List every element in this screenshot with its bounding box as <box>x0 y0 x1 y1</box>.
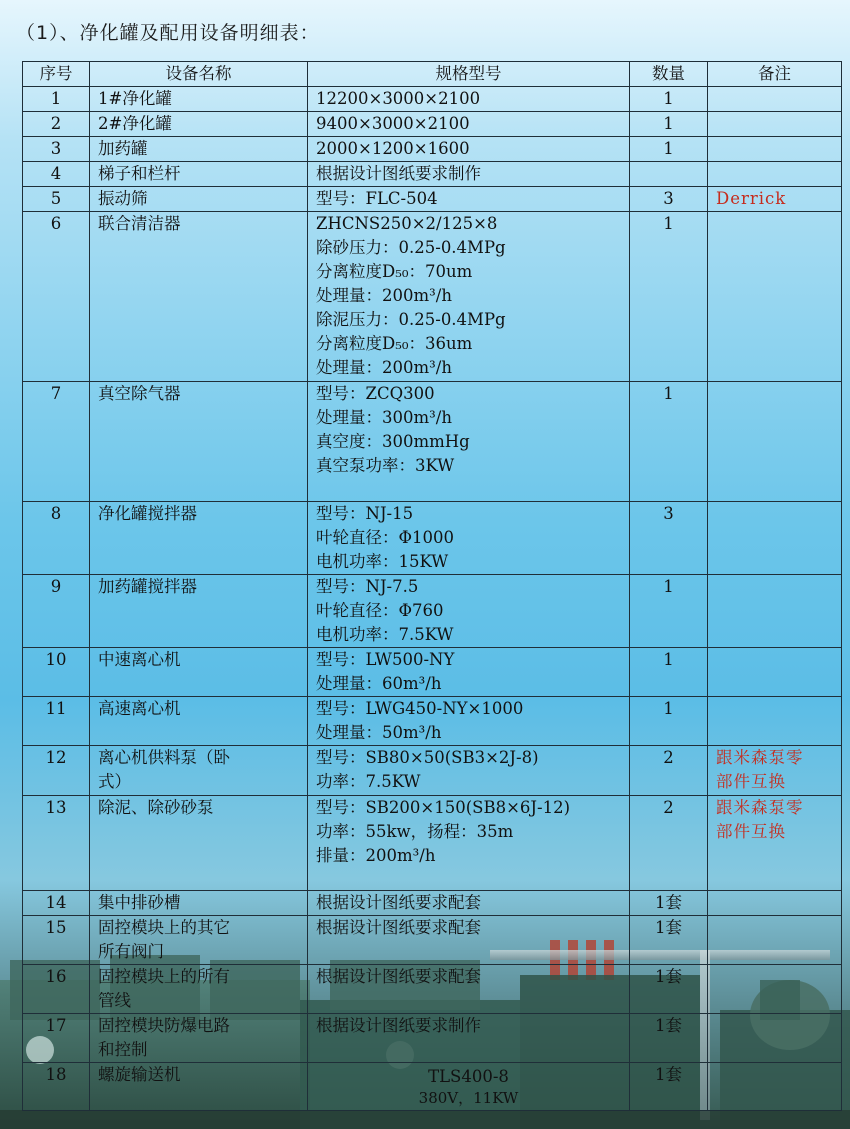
equipment-spec-line: 分离粒度D₅₀：36um <box>316 334 473 353</box>
header-note: 备注 <box>708 62 842 87</box>
equipment-note <box>708 965 842 1014</box>
equipment-name-line: 式） <box>98 772 131 791</box>
equipment-name-line: 中速离心机 <box>98 650 181 669</box>
equipment-quantity: 1 <box>630 212 708 382</box>
equipment-name-line: 1#净化罐 <box>98 89 172 108</box>
equipment-spec-line: 型号：SB200×150(SB8×6J-12) <box>316 798 571 817</box>
equipment-spec-line: 型号：NJ-7.5 <box>316 577 419 596</box>
equipment-spec <box>308 502 630 575</box>
equipment-quantity <box>630 162 708 187</box>
equipment-note <box>708 137 842 162</box>
table-row <box>23 575 842 648</box>
equipment-note-line: 部件互换 <box>716 772 786 791</box>
equipment-spec-line: 处理量：200m³/h <box>316 358 452 377</box>
equipment-quantity: 2 <box>630 746 708 796</box>
equipment-note <box>708 382 842 502</box>
table-row <box>23 1014 842 1063</box>
row-number: 5 <box>23 187 90 212</box>
equipment-spec-line: 叶轮直径：Φ760 <box>316 601 444 620</box>
equipment-spec-line: TLS400-8 <box>428 1067 509 1086</box>
equipment-name-line: 固控模块防爆电路 <box>98 1016 230 1035</box>
equipment-spec-line: 功率：55kw，扬程：35m <box>316 822 514 841</box>
table-row <box>23 697 842 746</box>
equipment-note <box>708 1014 842 1063</box>
equipment-name-line: 和控制 <box>98 1040 148 1059</box>
equipment-name <box>90 87 308 112</box>
header-spec: 规格型号 <box>308 62 630 87</box>
equipment-note <box>708 162 842 187</box>
equipment-name <box>90 1014 308 1063</box>
equipment-spec-line: 型号：SB80×50(SB3×2J-8) <box>316 748 539 767</box>
row-number: 15 <box>23 916 90 965</box>
equipment-spec <box>308 891 630 916</box>
equipment-name <box>90 137 308 162</box>
equipment-quantity: 1 <box>630 648 708 697</box>
row-number: 14 <box>23 891 90 916</box>
equipment-spec-line: 根据设计图纸要求制作 <box>316 164 481 183</box>
equipment-note <box>708 796 842 891</box>
equipment-quantity: 1套 <box>630 1014 708 1063</box>
equipment-name-line: 离心机供料泵（卧 <box>98 748 230 767</box>
equipment-spec <box>308 87 630 112</box>
equipment-note-line: 部件互换 <box>716 822 786 841</box>
equipment-note-line: 跟米森泵零 <box>716 748 804 767</box>
equipment-note-line: 跟米森泵零 <box>716 798 804 817</box>
row-number: 11 <box>23 697 90 746</box>
row-number: 16 <box>23 965 90 1014</box>
table-row <box>23 502 842 575</box>
equipment-note <box>708 212 842 382</box>
equipment-note <box>708 575 842 648</box>
header-no: 序号 <box>23 62 90 87</box>
equipment-note <box>708 746 842 796</box>
equipment-quantity: 1 <box>630 382 708 502</box>
equipment-spec <box>308 575 630 648</box>
equipment-name <box>90 162 308 187</box>
equipment-quantity: 1套 <box>630 1063 708 1111</box>
equipment-name <box>90 965 308 1014</box>
row-number: 2 <box>23 112 90 137</box>
equipment-spec-line: 功率：7.5KW <box>316 772 421 791</box>
equipment-quantity: 1套 <box>630 891 708 916</box>
equipment-spec-line: 根据设计图纸要求配套 <box>316 967 481 986</box>
equipment-note <box>708 916 842 965</box>
equipment-name <box>90 382 308 502</box>
equipment-name <box>90 502 308 575</box>
row-number: 4 <box>23 162 90 187</box>
equipment-name-line: 梯子和栏杆 <box>98 164 181 183</box>
equipment-spec-line: 电机功率：15KW <box>316 552 449 571</box>
row-number: 1 <box>23 87 90 112</box>
equipment-spec <box>308 382 630 502</box>
row-number: 13 <box>23 796 90 891</box>
equipment-spec-line: 除泥压力：0.25-0.4MPg <box>316 310 506 329</box>
equipment-name-line: 管线 <box>98 991 131 1010</box>
equipment-name-line: 固控模块上的所有 <box>98 967 230 986</box>
equipment-quantity: 1套 <box>630 965 708 1014</box>
equipment-name <box>90 1063 308 1111</box>
equipment-name <box>90 187 308 212</box>
equipment-name-line: 加药罐 <box>98 139 148 158</box>
equipment-name-line: 所有阀门 <box>98 942 164 961</box>
equipment-spec <box>308 1014 630 1063</box>
row-number: 10 <box>23 648 90 697</box>
row-number: 3 <box>23 137 90 162</box>
equipment-spec-line: 380V，11KW <box>418 1089 519 1107</box>
equipment-spec-line: 真空度：300mmHg <box>316 432 470 451</box>
header-qty: 数量 <box>630 62 708 87</box>
equipment-spec-line: 电机功率：7.5KW <box>316 625 454 644</box>
equipment-name <box>90 212 308 382</box>
table-row <box>23 965 842 1014</box>
equipment-name <box>90 891 308 916</box>
equipment-note <box>708 1063 842 1111</box>
equipment-name-line: 加药罐搅拌器 <box>98 577 197 596</box>
equipment-spec <box>308 916 630 965</box>
equipment-spec-line: 2000×1200×1600 <box>316 139 470 158</box>
equipment-spec <box>308 112 630 137</box>
equipment-note-line: Derrick <box>716 189 787 208</box>
equipment-spec-line: 根据设计图纸要求制作 <box>316 1016 481 1035</box>
row-number: 7 <box>23 382 90 502</box>
equipment-spec-line: 处理量：60m³/h <box>316 674 442 693</box>
row-number: 9 <box>23 575 90 648</box>
equipment-spec-line: 处理量：300m³/h <box>316 408 452 427</box>
page-title: （1）、净化罐及配用设备明细表： <box>16 22 320 44</box>
equipment-spec-line: 型号：LWG450-NY×1000 <box>316 699 524 718</box>
equipment-spec-line: 型号：LW500-NY <box>316 650 455 669</box>
equipment-name-line: 高速离心机 <box>98 699 181 718</box>
equipment-quantity: 3 <box>630 187 708 212</box>
row-number: 6 <box>23 212 90 382</box>
equipment-name-line: 真空除气器 <box>98 384 181 403</box>
equipment-name <box>90 112 308 137</box>
equipment-name <box>90 697 308 746</box>
equipment-name-line: 固控模块上的其它 <box>98 918 230 937</box>
equipment-note <box>708 502 842 575</box>
equipment-spec-line: 型号：NJ-15 <box>316 504 414 523</box>
equipment-spec <box>308 965 630 1014</box>
equipment-spec-line: 处理量：200m³/h <box>316 286 452 305</box>
equipment-name-line: 除泥、除砂砂泵 <box>98 798 214 817</box>
equipment-name <box>90 746 308 796</box>
equipment-spec-line: 12200×3000×2100 <box>316 89 481 108</box>
table-row <box>23 891 842 916</box>
equipment-name <box>90 575 308 648</box>
table-row <box>23 87 842 112</box>
equipment-note <box>708 697 842 746</box>
equipment-spec-line: 型号：ZCQ300 <box>316 384 435 403</box>
equipment-spec <box>308 212 630 382</box>
equipment-name <box>90 916 308 965</box>
table-row <box>23 162 842 187</box>
equipment-spec-line: 除砂压力：0.25-0.4MPg <box>316 238 506 257</box>
equipment-spec <box>308 1063 630 1111</box>
equipment-note <box>708 87 842 112</box>
equipment-note <box>708 112 842 137</box>
equipment-name <box>90 648 308 697</box>
equipment-table <box>22 61 842 1111</box>
equipment-spec-line: 型号：FLC-504 <box>316 189 438 208</box>
equipment-quantity: 1套 <box>630 916 708 965</box>
equipment-note <box>708 891 842 916</box>
equipment-name-line: 螺旋输送机 <box>98 1065 181 1084</box>
equipment-name-line: 净化罐搅拌器 <box>98 504 197 523</box>
equipment-spec-line: 根据设计图纸要求配套 <box>316 918 481 937</box>
equipment-spec <box>308 796 630 891</box>
equipment-name-line: 2#净化罐 <box>98 114 172 133</box>
header-name: 设备名称 <box>90 62 308 87</box>
equipment-quantity: 2 <box>630 796 708 891</box>
table-row <box>23 112 842 137</box>
equipment-quantity: 1 <box>630 575 708 648</box>
row-number: 12 <box>23 746 90 796</box>
equipment-spec-line: 9400×3000×2100 <box>316 114 470 133</box>
equipment-note <box>708 648 842 697</box>
equipment-quantity: 1 <box>630 697 708 746</box>
table-row <box>23 796 842 891</box>
table-row <box>23 648 842 697</box>
equipment-spec <box>308 746 630 796</box>
equipment-spec-line: 真空泵功率：3KW <box>316 456 455 475</box>
equipment-spec <box>308 648 630 697</box>
equipment-spec-line: 根据设计图纸要求配套 <box>316 893 481 912</box>
equipment-spec-line: 处理量：50m³/h <box>316 723 442 742</box>
equipment-spec <box>308 137 630 162</box>
table-row <box>23 1063 842 1111</box>
equipment-quantity: 1 <box>630 112 708 137</box>
equipment-spec-line: 分离粒度D₅₀：70um <box>316 262 473 281</box>
equipment-name-line: 振动筛 <box>98 189 148 208</box>
equipment-name-line: 联合清洁器 <box>98 214 181 233</box>
table-row <box>23 212 842 382</box>
equipment-quantity: 3 <box>630 502 708 575</box>
table-row <box>23 382 842 502</box>
equipment-spec <box>308 187 630 212</box>
table-row <box>23 746 842 796</box>
table-row <box>23 916 842 965</box>
table-row <box>23 187 842 212</box>
equipment-spec <box>308 162 630 187</box>
row-number: 8 <box>23 502 90 575</box>
equipment-name-line: 集中排砂槽 <box>98 893 181 912</box>
row-number: 17 <box>23 1014 90 1063</box>
equipment-spec <box>308 697 630 746</box>
equipment-name <box>90 796 308 891</box>
equipment-spec-line: 排量：200m³/h <box>316 846 436 865</box>
equipment-spec-line: ZHCNS250×2/125×8 <box>316 214 498 233</box>
table-row <box>23 137 842 162</box>
equipment-note <box>708 187 842 212</box>
equipment-spec-line: 叶轮直径：Φ1000 <box>316 528 455 547</box>
row-number: 18 <box>23 1063 90 1111</box>
equipment-quantity: 1 <box>630 87 708 112</box>
equipment-quantity: 1 <box>630 137 708 162</box>
